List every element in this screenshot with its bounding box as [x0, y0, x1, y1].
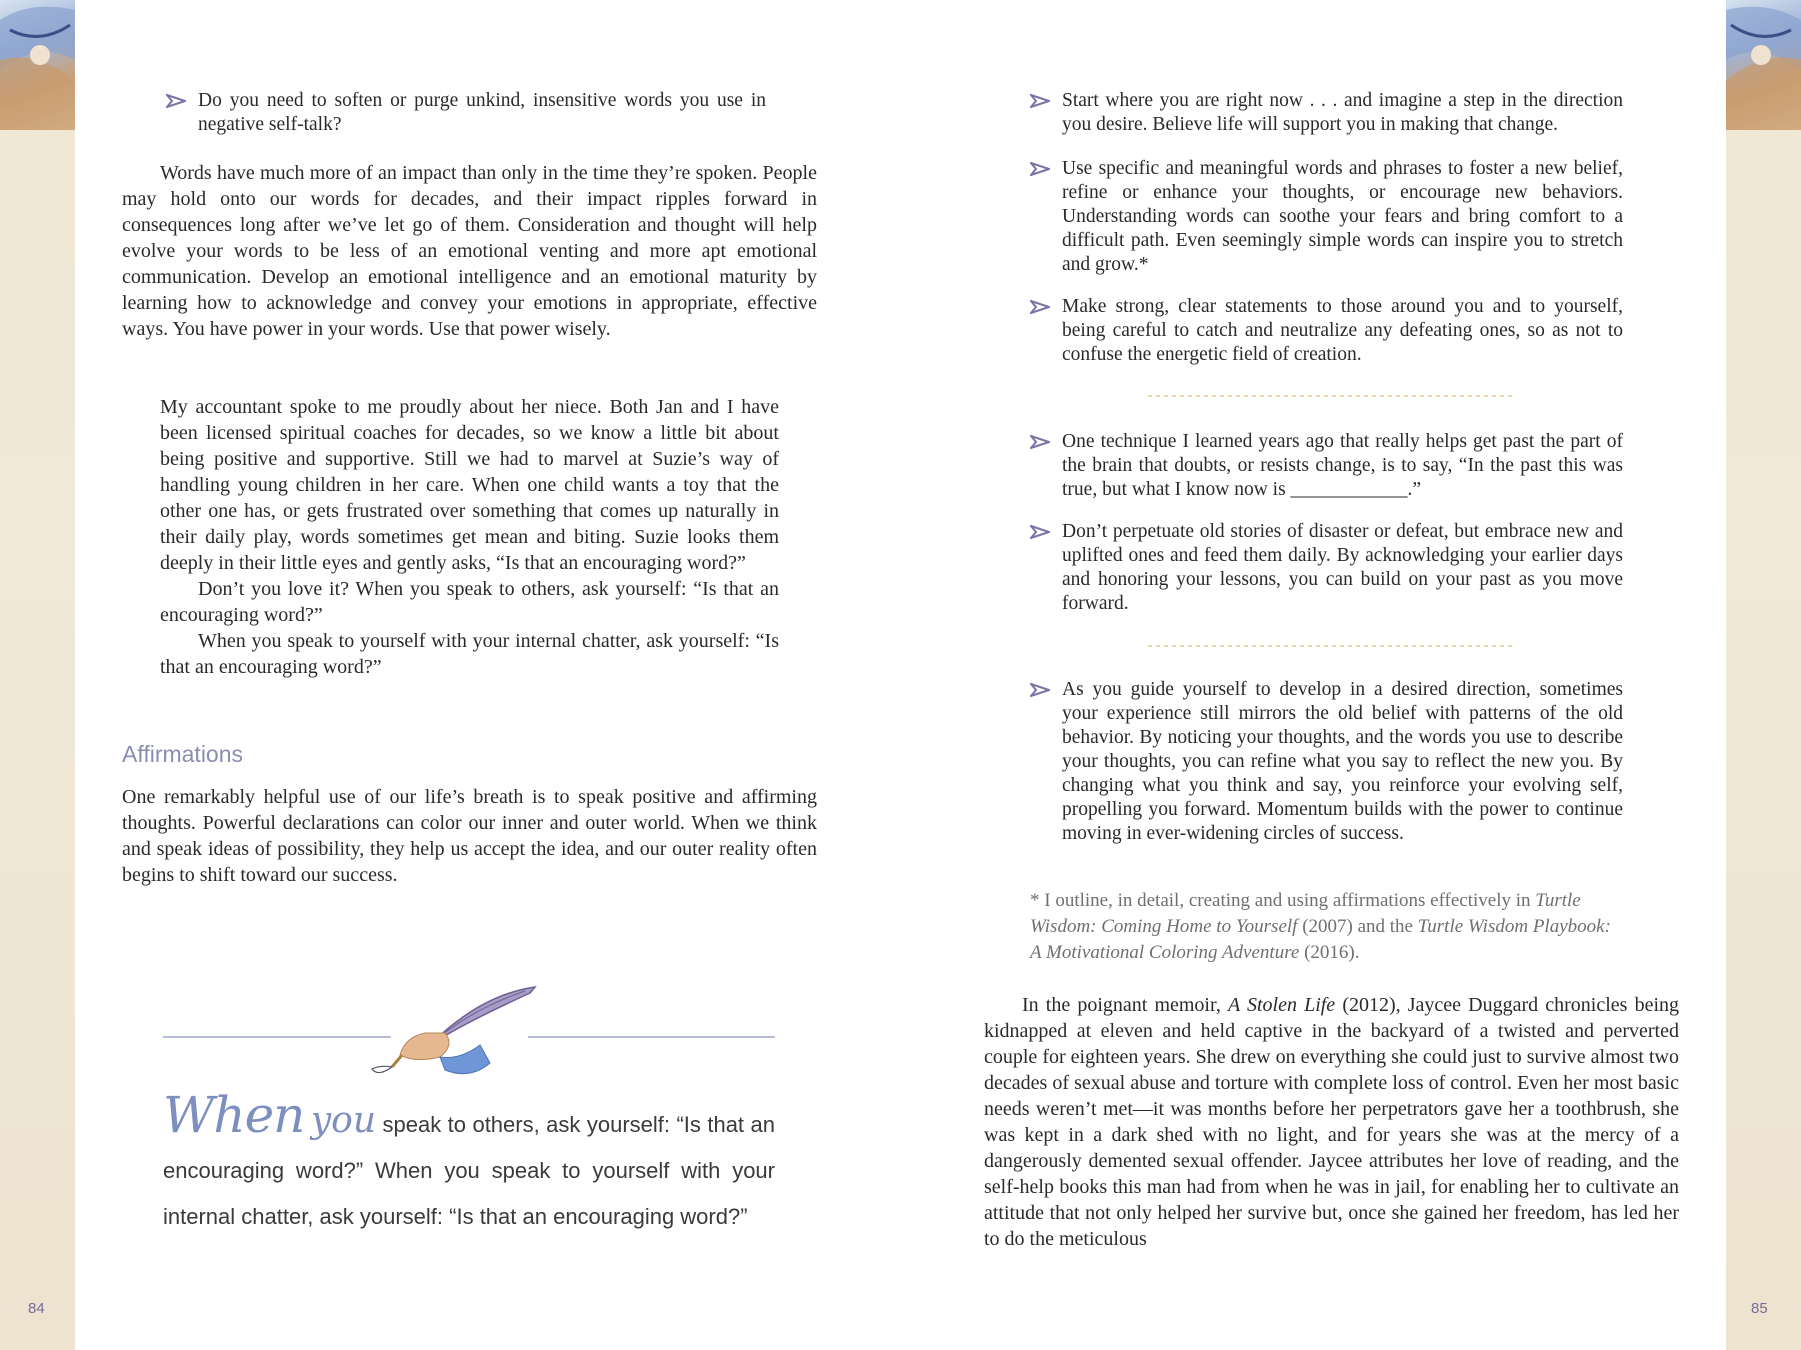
- arrow-bullet-icon: [1030, 295, 1062, 319]
- bullet-item: [1030, 520, 1623, 616]
- paragraph-text: In the poignant memoir,: [1022, 994, 1221, 1016]
- bullet-item: [1030, 89, 1623, 137]
- footnote-text: (2007) and the: [1302, 916, 1413, 937]
- footnote: [1030, 888, 1620, 966]
- bullet-text: One technique I learned years ago that really helps get past the part of the brain that doubts, or resists change, is to say, “In the past this was true, but what I know now is ____________.”: [1062, 431, 1623, 500]
- bullet-item: [1030, 678, 1623, 846]
- section-heading: Affirmations: [122, 741, 244, 767]
- bullet-text: Use specific and meaningful words and phrases to foster a new belief, refine or enhance your thoughts, or encourage new behaviors. Understanding words can soothe your fears and bring comfort to a difficult path. Even seemingly simple words can inspire you to stretch and grow.*: [1062, 158, 1623, 275]
- pull-quote-lead-word: you: [310, 1100, 377, 1141]
- footnote-book-title: Turtle Wisdom: Coming Home to Yourself: [1030, 890, 1581, 937]
- corner-illustration-left: [0, 0, 75, 130]
- arrow-bullet-icon: [1030, 678, 1062, 702]
- arrow-bullet-icon: [1030, 157, 1062, 181]
- bullet-item: [1030, 295, 1623, 367]
- bullet-text: Don’t perpetuate old stories of disaster or defeat, but embrace new and uplifted ones and feed them daily. By acknowledging your earlier days and honoring your lessons, you can build on your past as you move forward.: [1062, 521, 1623, 614]
- body-paragraph: Words have much more of an impact than only in the time they’re spoken. People may hold onto our words for decades, and their impact ripples forward in consequences long after we’ve let go of them. Consideration and thought will help evolve your words to be less of an emotional venting and more apt emotional communication. Develop an emotional intelligence and an emotional maturity by learning how to acknowledge and convey your emotions in appropriate, effective ways. You have power in your words. Use that power wisely.: [122, 162, 817, 340]
- body-paragraph: One remarkably helpful use of our life’s breath is to speak positive and affirming thoughts. Powerful declarations can color our inner and outer world. When we think and speak ideas of possibility, they help us accept the idea, and our outer reality often begins to shift toward our success.: [122, 786, 817, 886]
- dashed-divider: [1148, 395, 1514, 397]
- divider-line: [528, 1036, 775, 1038]
- body-paragraph: [984, 992, 1679, 1252]
- footnote-marker: *: [1030, 890, 1040, 911]
- book-title: A Stolen Life: [1227, 994, 1336, 1016]
- story-block: [160, 394, 779, 680]
- page-number-right: 85: [1751, 1300, 1768, 1317]
- bullet-item: [1030, 157, 1623, 277]
- footnote-text: (2016).: [1304, 942, 1360, 963]
- page-number-left: 84: [28, 1300, 45, 1317]
- paragraph-text: (2012), Jaycee Duggard chronicles being kidnapped at eleven and held captive in the backyard of a twisted and perverted couple for eighteen years. She drew on everything she could just to survive almost two decades of sexual abuse and torture with complete loss of control. Even her most basic needs weren’t met—it was months before her perpetrators gave her a toothbrush, she was kept in a dark shed with no light, and for years she was at the mercy of a dangerously demented sexual offender. Jaycee attributes her love of reading, and the self-help books this man had from when he was in jail, for enabling her to cultivate an attitude that not only helped her survive but, once she gained her freedom, has led her to do the meticulous: [984, 994, 1680, 1250]
- arrow-bullet-icon: [1030, 520, 1062, 544]
- story-paragraph: When you speak to yourself with your internal chatter, ask yourself: “Is that an encouraging word?”: [160, 630, 779, 678]
- arrow-bullet-icon: [1030, 430, 1062, 454]
- bullet-item: [166, 89, 766, 137]
- story-paragraph: My accountant spoke to me proudly about her niece. Both Jan and I have been licensed spiritual coaches for decades, so we know a little bit about being positive and supportive. Still we had to marvel at Suzie’s way of handling young children in her care. When one child wants a toy that the other one has, or gets frustrated over something that comes up naturally in their daily play, words sometimes get mean and biting. Suzie looks them deeply in their little eyes and gently asks, “Is that an encouraging word?”: [160, 396, 779, 574]
- bullet-item: [1030, 430, 1623, 502]
- footnote-book-title: Turtle Wisdom Playbook: A Motivational Coloring Adventure: [1030, 916, 1611, 963]
- bullet-text: Do you need to soften or purge unkind, insensitive words you use in negative self-talk?: [198, 90, 766, 135]
- story-paragraph: Don’t you love it? When you speak to others, ask yourself: “Is that an encouraging word?”: [160, 578, 779, 626]
- dashed-divider: [1148, 645, 1514, 647]
- quill-pen-icon: [370, 985, 545, 1085]
- bullet-text: As you guide yourself to develop in a desired direction, sometimes your experience still mirrors the old belief with patterns of the old behavior. By noticing your thoughts, and the words you use to describe your thoughts, you can refine what you say to reflect the new you. By changing what you think and say, you reinforce your evolving self, propelling you forward. Momentum builds with the power to continue moving in ever-widening circles of success.: [1062, 679, 1623, 844]
- arrow-bullet-icon: [166, 89, 198, 113]
- arrow-bullet-icon: [1030, 89, 1062, 113]
- pull-quote: [163, 1086, 775, 1240]
- bullet-text: Make strong, clear statements to those around you and to yourself, being careful to catch and neutralize any defeating ones, so as not to confuse the energetic field of creation.: [1062, 296, 1623, 365]
- right-margin: [1726, 0, 1801, 1350]
- pull-quote-lead-word: When: [163, 1086, 305, 1144]
- footnote-text: I outline, in detail, creating and using affirmations effectively in: [1044, 890, 1531, 911]
- divider-line: [163, 1036, 391, 1038]
- pull-quote-text: speak to others, ask yourself: “Is that an encouraging word?” When you speak to yourself with your internal chatter, ask yourself: “Is that an encouraging word?”: [163, 1112, 775, 1229]
- left-margin: [0, 0, 75, 1350]
- corner-illustration-right: [1726, 0, 1801, 130]
- bullet-text: Start where you are right now . . . and imagine a step in the direction you desire. Believe life will support you in making that change.: [1062, 90, 1623, 135]
